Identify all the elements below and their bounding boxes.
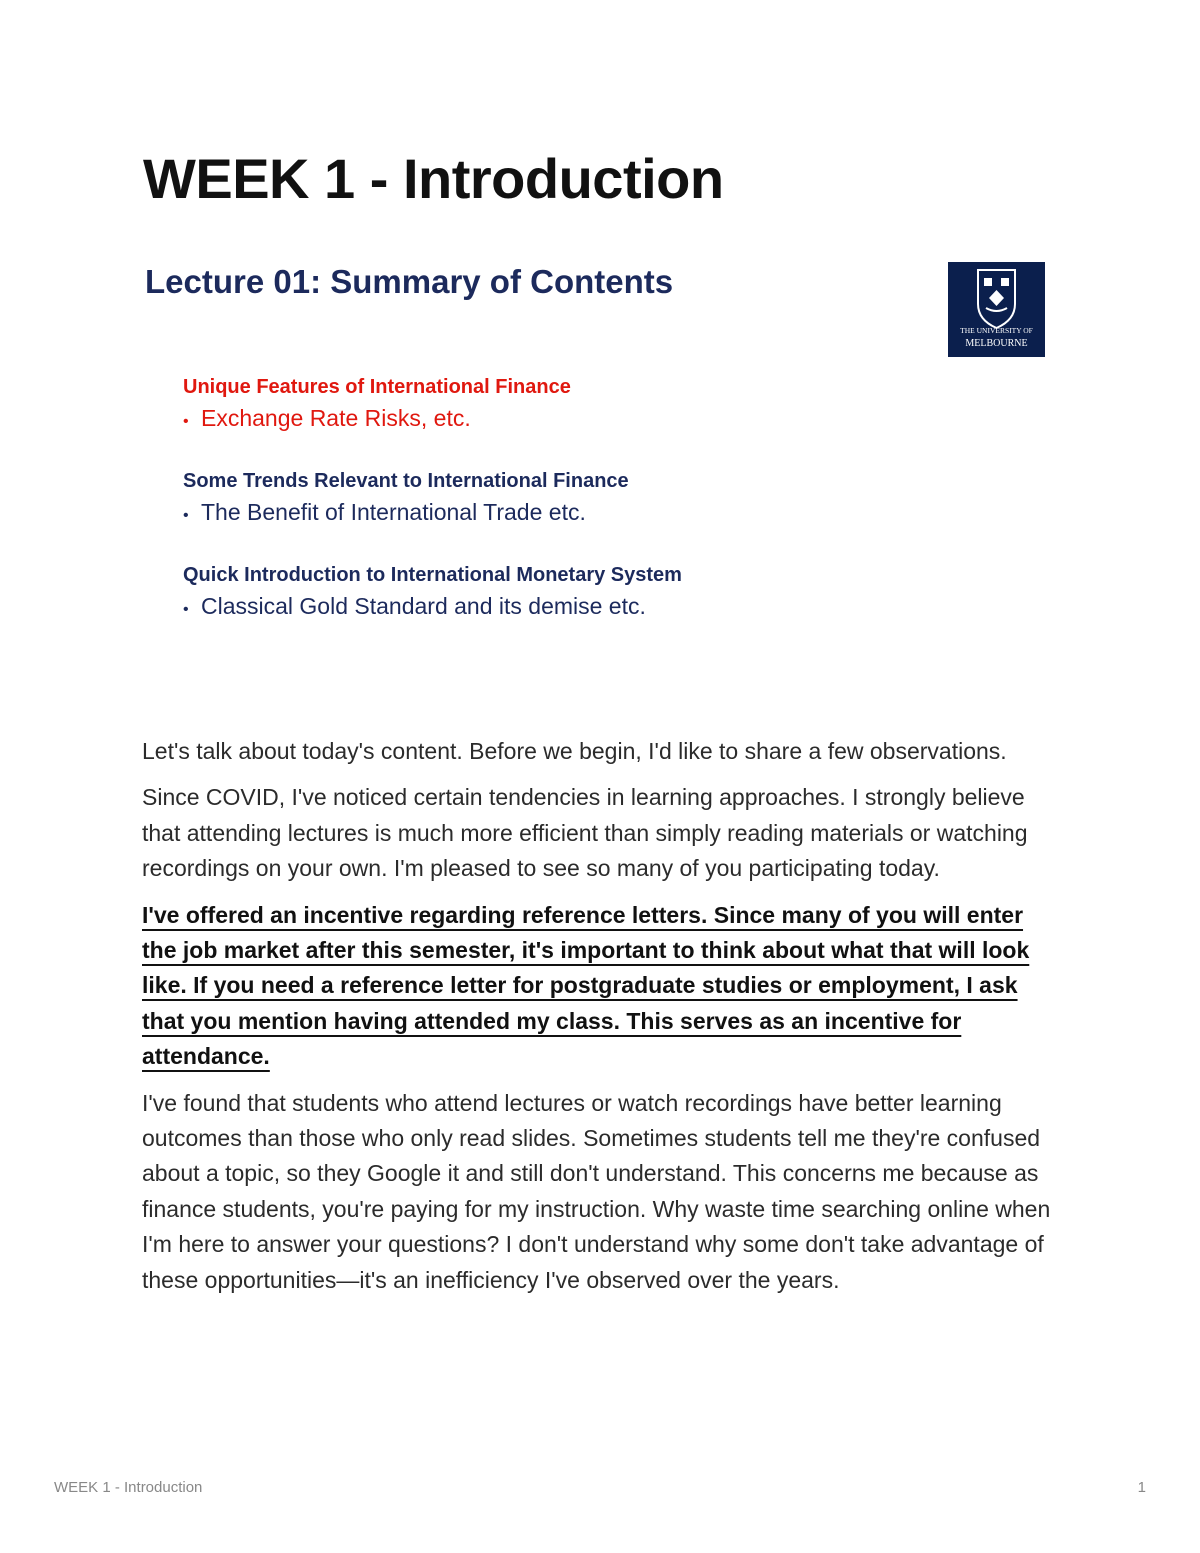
body-text	[142, 734, 1062, 1309]
section-bullet	[183, 495, 1003, 533]
bullet-dot: •	[183, 601, 189, 618]
section-trends	[183, 467, 1003, 533]
page-title: WEEK 1 - Introduction	[143, 147, 724, 210]
contents-list	[183, 373, 1003, 655]
bullet-dot: •	[183, 413, 189, 430]
paragraph: Since COVID, I've noticed certain tendencies in learning approaches. I strongly believe that attending lectures is much more efficient than simply reading materials or watching recordings on your own. I'm pleased to see so many of you participating today.	[142, 784, 1028, 882]
section-heading: Quick Introduction to International Monetary System	[183, 564, 682, 586]
university-logo	[948, 262, 1045, 357]
paragraph: I've found that students who attend lectures or watch recordings have better learning outcomes than those who only read slides. Sometimes students tell me they're confused about a topic, so they Google it and still don't understand. This concerns me because as finance students, you're paying for my instruction. Why waste time searching online when I'm here to answer your questions? I don't understand why some don't take advantage of these opportunities—it's an inefficiency I've observed over the years.	[142, 1089, 1051, 1293]
logo-line-2: MELBOURNE	[965, 338, 1028, 349]
page-footer	[54, 1479, 1146, 1496]
emphasized-paragraph: I've offered an incentive regarding reference letters. Since many of you will enter the job market after this semester, it's important to think about what that will look like. If you need a reference letter for postgraduate studies or employment, I ask that you mention having attended my class. This serves as an incentive for attendance.	[142, 901, 1030, 1070]
section-unique-features	[183, 373, 1003, 439]
section-bullet	[183, 401, 1003, 439]
page-number: 1	[1137, 1479, 1146, 1496]
bullet-text: Exchange Rate Risks, etc.	[201, 405, 471, 431]
section-bullet	[183, 589, 1003, 627]
bullet-text: Classical Gold Standard and its demise etc.	[201, 593, 646, 619]
slide-title: Lecture 01: Summary of Contents	[145, 263, 674, 300]
slide-image	[143, 255, 1053, 635]
logo-line-1: THE UNIVERSITY OF	[960, 326, 1033, 335]
paragraph: Let's talk about today's content. Before we begin, I'd like to share a few observations.	[142, 738, 1007, 764]
section-monetary-system	[183, 561, 1003, 627]
footer-title: WEEK 1 - Introduction	[54, 1479, 203, 1496]
university-crest-icon	[948, 262, 1045, 357]
section-heading: Some Trends Relevant to International Finance	[183, 470, 629, 492]
bullet-dot: •	[183, 507, 189, 524]
section-heading: Unique Features of International Finance	[183, 376, 571, 398]
bullet-text: The Benefit of International Trade etc.	[201, 499, 586, 525]
